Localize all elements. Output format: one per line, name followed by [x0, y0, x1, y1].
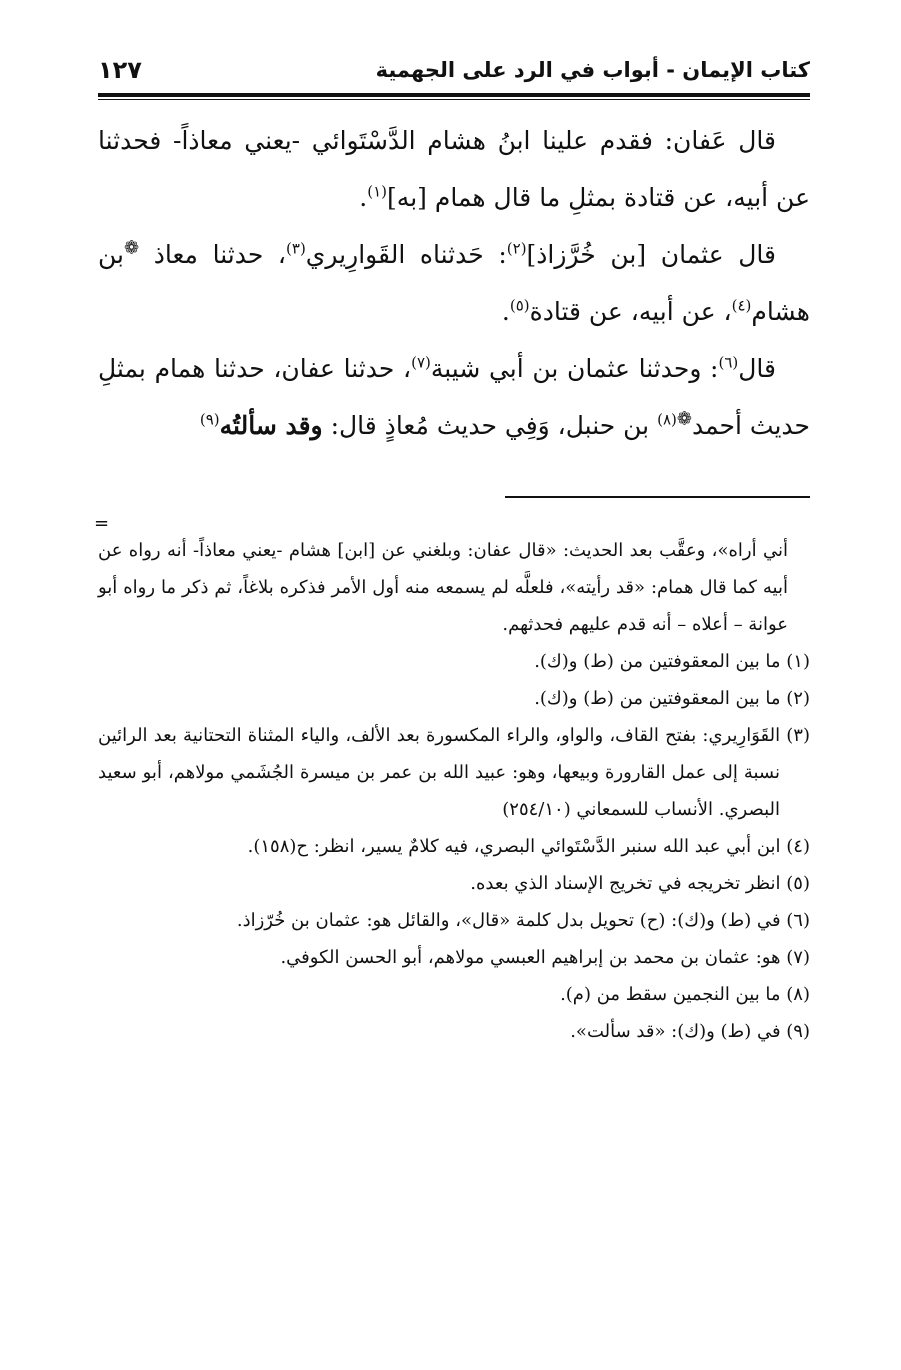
footnote-ref-9[interactable]: (٩) [199, 410, 220, 429]
header-rule-thin [98, 99, 810, 100]
paragraph-3 [98, 340, 810, 454]
honorific-star-icon: ❁ [124, 237, 140, 259]
p2-a: قال عثمان [بن خُرَّزاذ] [526, 240, 776, 269]
page-header [98, 52, 810, 92]
paragraph-2 [98, 226, 810, 340]
honorific-star-icon: ❁ [676, 408, 692, 430]
p3-d: بن حنبل، وَفِي حديث مُعاذٍ قال: [330, 411, 650, 440]
footnote-ref-1[interactable]: (١) [367, 182, 388, 201]
p1-end: . [359, 183, 368, 212]
p1-line1: قال عَفان: فقدم علينا ابنُ هشام الدَّسْتَوائي -يعني معاذاً- فحدثنا [98, 126, 776, 155]
footnote-separator [505, 496, 810, 498]
p2-end: . [501, 297, 510, 326]
footnote-ref-2[interactable]: (٢) [506, 239, 527, 258]
footnote-2: (٢) ما بين المعقوفتين من (ط) و(ك). [534, 688, 810, 709]
p2-b: : حَدثناه القَوارِيري [305, 240, 507, 269]
footnote-9: (٩) في (ط) و(ك): «قد سألت». [570, 1021, 810, 1042]
running-title: كتاب الإيمان - أبواب في الرد على الجهمية [375, 58, 810, 82]
footnote-1: (١) ما بين المعقوفتين من (ط) و(ك). [534, 651, 810, 672]
footnote-ref-7[interactable]: (٧) [411, 353, 431, 372]
footnote-6: (٦) في (ط) و(ك): (ح) تحويل بدل كلمة «قال»، والقائل هو: عثمان بن خُرّزاذ. [236, 910, 810, 931]
p3-a: قال [738, 354, 776, 383]
p3-bold-phrase: وقد سألتُه [219, 411, 323, 440]
footnote-ref-8[interactable]: (٨) [657, 410, 677, 429]
footnote-4: (٤) ابن أبي عبد الله سنبر الدَّسْتَوائي البصري، فيه كلامٌ يسير، انظر: ح(١٥٨). [247, 836, 810, 857]
footnote-5: (٥) انظر تخريجه في تخريج الإسناد الذي بعده. [470, 873, 810, 894]
p3-c: ، حدثنا عفان، حدثنا همام بمثلِ حديث أحمد [98, 354, 810, 440]
footnote-ref-3[interactable]: (٣) [286, 239, 306, 258]
p3-b: : وحدثنا عثمان بن أبي شيبة [430, 354, 719, 383]
p2-c: ، حدثنا معاذ [153, 240, 287, 269]
footnote-continuation: أني أراه»، وعقَّب بعد الحديث: «قال عفان: وبلغني عن [ابن] هشام -يعني معاذاً- أنه رواه عن أبيه كما قال همام: «قد رأيته»، فلعلَّه لم يسمعه منه أول الأمر فذكره بلاغاً، ثم ذكر ما رواه أبو عوانة – أعلاه – أنه قدم عليهم فحدثهم. [98, 540, 788, 635]
footnote-ref-4[interactable]: (٤) [731, 296, 752, 315]
footnote-3: (٣) القَوَارِيري: بفتح القاف، والواو، والراء المكسورة بعد الألف، والياء المثناة التحتانية بعد الرائين نسبة إلى عمل القارورة وبيعها، وهو: عبيد الله بن عمر بن ميسرة الجُشَمي مولاهم، أبو سعيد البصري. الأنساب للسمعاني (٢٥٤/١٠) [98, 725, 810, 820]
footnotes-section [98, 532, 810, 1050]
header-rule-thick [98, 93, 810, 97]
paragraph-1 [98, 112, 810, 226]
main-text [98, 112, 810, 454]
footnote-8: (٨) ما بين النجمين سقط من (م). [560, 984, 810, 1005]
p2-e: ، عن أبيه، عن قتادة [529, 297, 732, 326]
footnote-ref-5[interactable]: (٥) [509, 296, 530, 315]
footnote-ref-6[interactable]: (٦) [718, 353, 739, 372]
continuation-mark: = [94, 513, 110, 534]
page-number: ١٢٧ [98, 56, 142, 84]
p2-d: بن هشام [98, 240, 810, 326]
p1-line2: عن أبيه، عن قتادة بمثلِ ما قال همام [به] [387, 183, 810, 212]
footnote-7: (٧) هو: عثمان بن محمد بن إبراهيم العبسي مولاهم، أبو الحسن الكوفي. [280, 947, 810, 968]
